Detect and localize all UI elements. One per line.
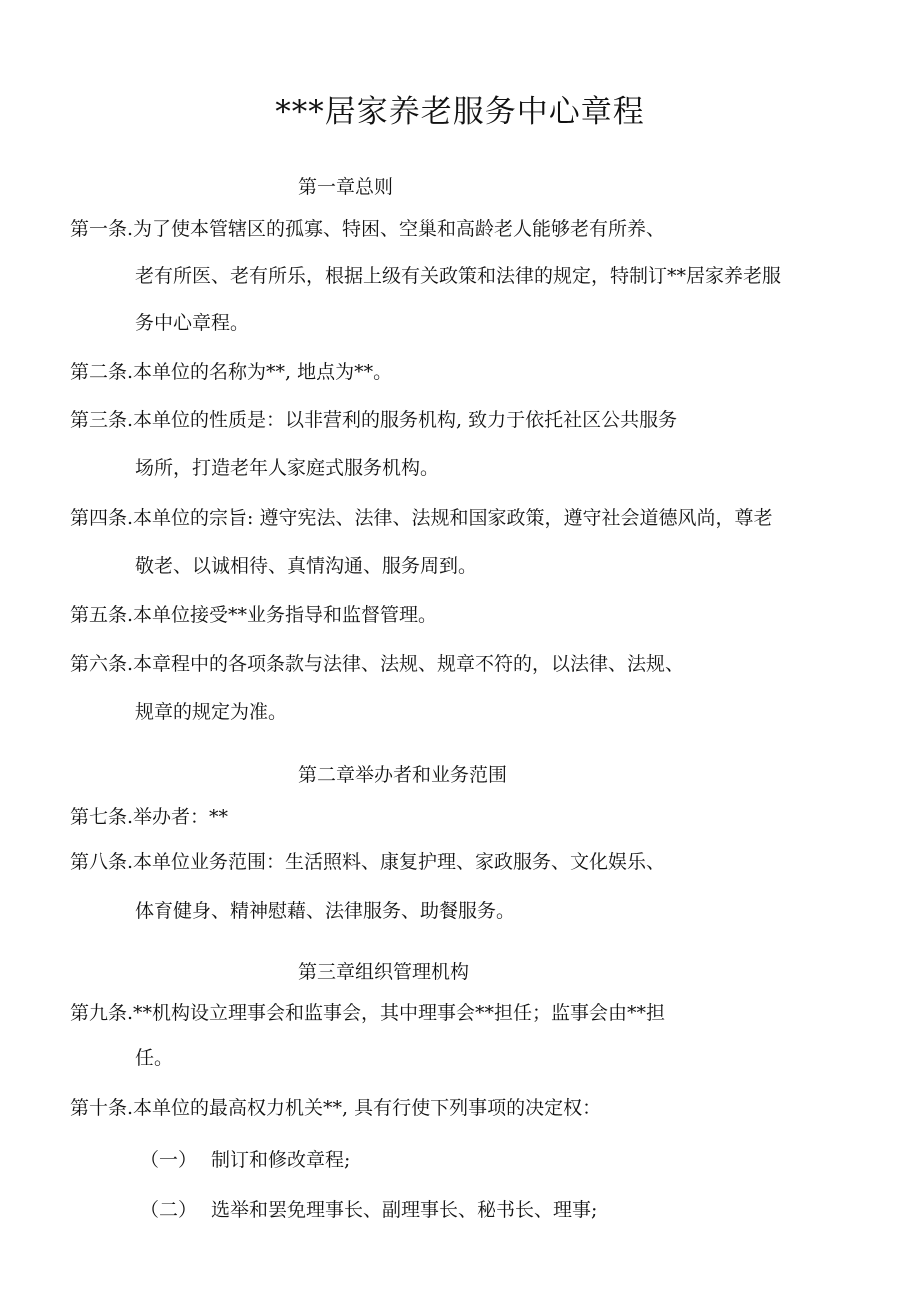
list-item-text: 制订和修改章程; <box>211 1149 351 1171</box>
article-label: 第一条. <box>70 218 134 240</box>
article-9 <box>70 998 665 1025</box>
article-text-continuation: 体育健身、精神慰藉、法律服务、助餐服务。 <box>135 900 516 922</box>
article-text: 本单位接受**业务指导和监督管理。 <box>133 604 438 626</box>
article-10 <box>70 1093 601 1120</box>
article-3 <box>70 405 677 432</box>
article-text-continuation: 务中心章程。 <box>135 312 250 334</box>
article-label: 第六条. <box>70 653 134 675</box>
chapter-heading: 第三章组织管理机构 <box>298 961 470 983</box>
article-label: 第二条. <box>70 361 134 383</box>
article-text: 举办者：** <box>133 806 229 828</box>
article-8 <box>70 847 665 874</box>
article-label: 第三条. <box>70 409 134 431</box>
article-label: 第七条. <box>70 806 134 828</box>
article-text: 本单位的宗旨: 遵守宪法、法律、法规和国家政策，遵守社会道德风尚，尊老 <box>133 507 773 529</box>
article-text-continuation: 敬老、以诚相待、真情沟通、服务周到。 <box>135 555 478 577</box>
chapter-heading: 第一章总则 <box>298 176 394 198</box>
article-4 <box>70 503 773 530</box>
article-text-continuation: 规章的规定为准。 <box>135 701 288 723</box>
article-label: 第四条. <box>70 507 134 529</box>
list-item-number: （二） <box>140 1199 198 1221</box>
article-text: 本单位的名称为**, 地点为**。 <box>133 361 393 383</box>
article-label: 第八条. <box>70 851 134 873</box>
article-6 <box>70 649 684 676</box>
article-2 <box>70 357 392 384</box>
list-item-text: 选举和罢免理事长、副理事长、秘书长、理事; <box>211 1199 598 1221</box>
chapter-heading: 第二章举办者和业务范围 <box>298 764 508 786</box>
article-text: 本单位的最高权力机关**, 具有行使下列事项的决定权： <box>133 1097 602 1119</box>
article-label: 第九条. <box>70 1002 134 1024</box>
article-text-continuation: 老有所医、老有所乐，根据上级有关政策和法律的规定，特制订**居家养老服 <box>135 265 782 287</box>
list-item-number: （一） <box>140 1149 198 1171</box>
article-1 <box>70 214 665 241</box>
article-label: 第五条. <box>70 604 134 626</box>
article-text: 本单位业务范围：生活照料、康复护理、家政服务、文化娱乐、 <box>133 851 666 873</box>
article-text: 本章程中的各项条款与法律、法规、规章不符的，以法律、法规、 <box>133 653 685 675</box>
article-text: 本单位的性质是：以非营利的服务机构, 致力于依托社区公共服务 <box>133 409 678 431</box>
article-text: 为了使本管辖区的孤寡、特困、空巢和高龄老人能够老有所养、 <box>133 218 666 240</box>
article-label: 第十条. <box>70 1097 134 1119</box>
article-text-continuation: 任。 <box>135 1047 174 1069</box>
article-text-continuation: 场所，打造老年人家庭式服务机构。 <box>135 457 440 479</box>
article-7 <box>70 802 228 829</box>
article-5 <box>70 600 437 627</box>
document-title: ***居家养老服务中心章程 <box>275 94 645 130</box>
article-text: **机构设立理事会和监事会，其中理事会**担任；监事会由**担 <box>133 1002 666 1024</box>
